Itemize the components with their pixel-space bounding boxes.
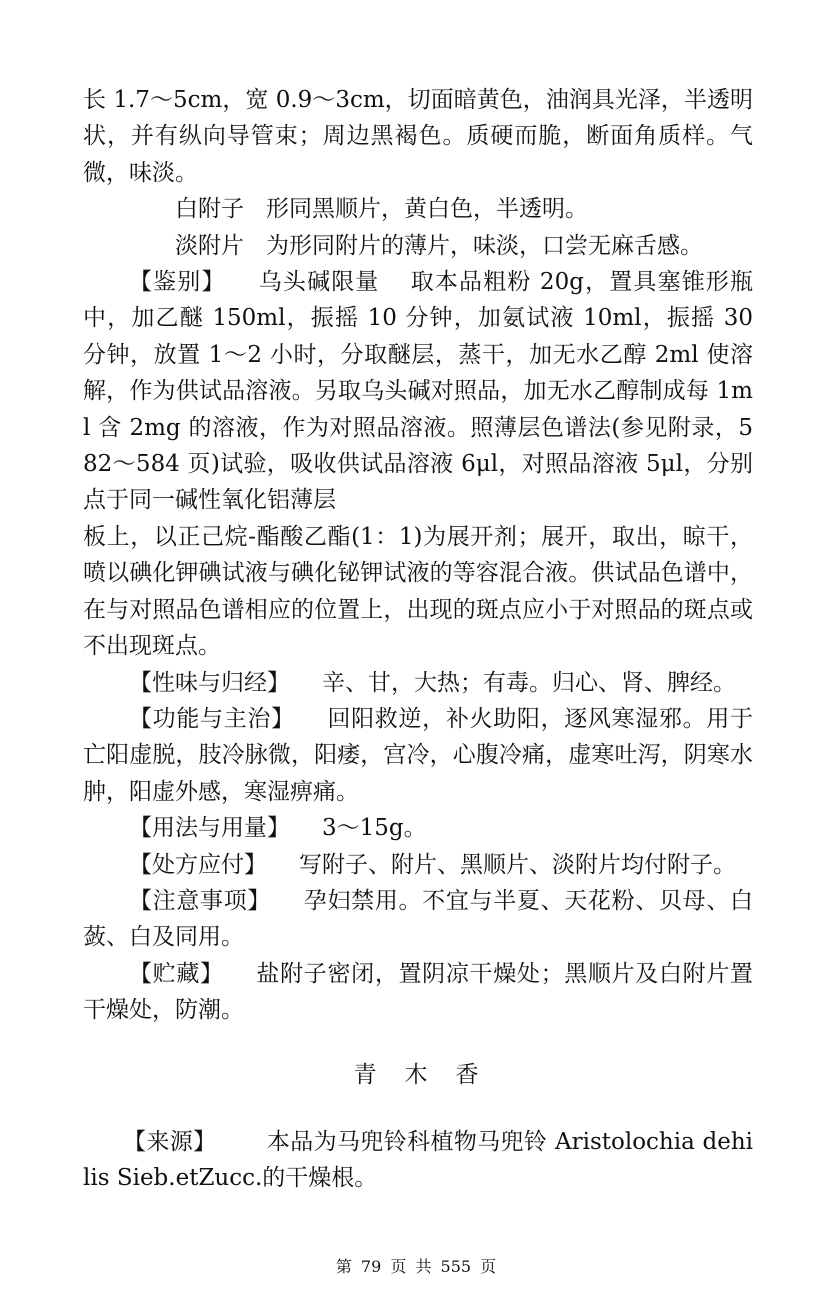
source-paragraph (83, 1124, 753, 1197)
variant-bai-fuzi (83, 191, 753, 227)
identification-subhead: 乌头碱限量 (257, 269, 380, 296)
variant-dan-fupian (83, 228, 753, 264)
section-text: 写附子、附片、黑顺片、淡附片均付附子。 (299, 851, 736, 878)
section-tag: 【用法与用量】 (129, 815, 290, 842)
section-tag: 【来源】 (123, 1129, 217, 1155)
section-prescription (83, 847, 753, 883)
variant-text: 形同黑顺片，黄白色，半透明。 (266, 196, 588, 223)
section-function-indication (83, 701, 753, 810)
source-text: 本品为马兜铃科植物马兜铃 Aristolochia dehilis Sieb.etZucc.的干燥根。 (83, 1129, 753, 1192)
section-precautions (83, 883, 753, 956)
section-tag: 【性味与归经】 (129, 669, 290, 696)
section-usage-dosage (83, 810, 753, 846)
section-tag: 【鉴别】 (129, 269, 226, 296)
page-footer: 第 79 页 共 555 页 (335, 1257, 497, 1276)
identification-continuation: 板上，以正己烷-酯酸乙酯(1：1)为展开剂；展开，取出，晾干，喷以碘化钾碘试液与碘化铋钾试液的等容混合液。供试品色谱中，在与对照品色谱相应的位置上，出现的斑点应小于对照品的斑点或不出现斑点。 (83, 523, 753, 660)
source-block (83, 1124, 753, 1197)
identification-section (83, 264, 753, 519)
variant-text: 为形同附片的薄片，味淡，口尝无麻舌感。 (266, 232, 703, 259)
section-tag: 【注意事项】 (129, 887, 272, 914)
section-storage (83, 956, 753, 1029)
section-taste-meridian (83, 665, 753, 701)
section-text: 辛、甘，大热；有毒。归心、肾、脾经。 (322, 669, 736, 696)
section-tag: 【贮藏】 (129, 960, 224, 987)
section-text: 盐附子密闭，置阴凉干燥处；黑顺片及白附片置干燥处，防潮。 (83, 960, 754, 1024)
section-text: 孕妇禁用。不宜与半夏、天花粉、贝母、白蔹、白及同用。 (83, 887, 754, 951)
section-tag: 【处方应付】 (129, 851, 267, 878)
main-text-block (83, 82, 753, 1029)
variant-term: 白附子 (175, 196, 244, 223)
section-tag: 【功能与主治】 (129, 705, 295, 732)
variant-term: 淡附片 (175, 232, 244, 259)
description-continuation: 长 1.7～5cm，宽 0.9～3cm，切面暗黄色，油润具光泽，半透明状，并有纵向导管束；周边黑褐色。质硬而脆，断面角质样。气微，味淡。 (83, 87, 753, 186)
identification-text: 取本品粗粉 20g，置具塞锥形瓶中，加乙醚 150ml，振摇 10 分钟，加氨试液 10ml，振摇 30 分钟，放置 1～2 小时，分取醚层，蒸干，加无水乙醇 2ml 使溶解，作为供试品溶液。另取乌头碱对照品，加无水乙醇制成每 1ml 含 2mg 的溶液，作为对照品溶液。照薄层色谱法(参见附录，582～584 页)试验，吸收供试品溶液 6μl，对照品溶液 5μl，分别点于同一碱性氧化铝薄层 (83, 269, 753, 514)
entry-title: 青木香 (353, 1062, 507, 1088)
section-text: 回阳救逆，补火助阳，逐风寒湿邪。用于亡阳虚脱，肢冷脉微，阳痿，宫冷，心腹冷痛，虚寒吐泻，阴寒水肿，阳虚外感，寒湿痹痛。 (83, 705, 754, 805)
section-text: 3～15g。 (322, 815, 427, 842)
